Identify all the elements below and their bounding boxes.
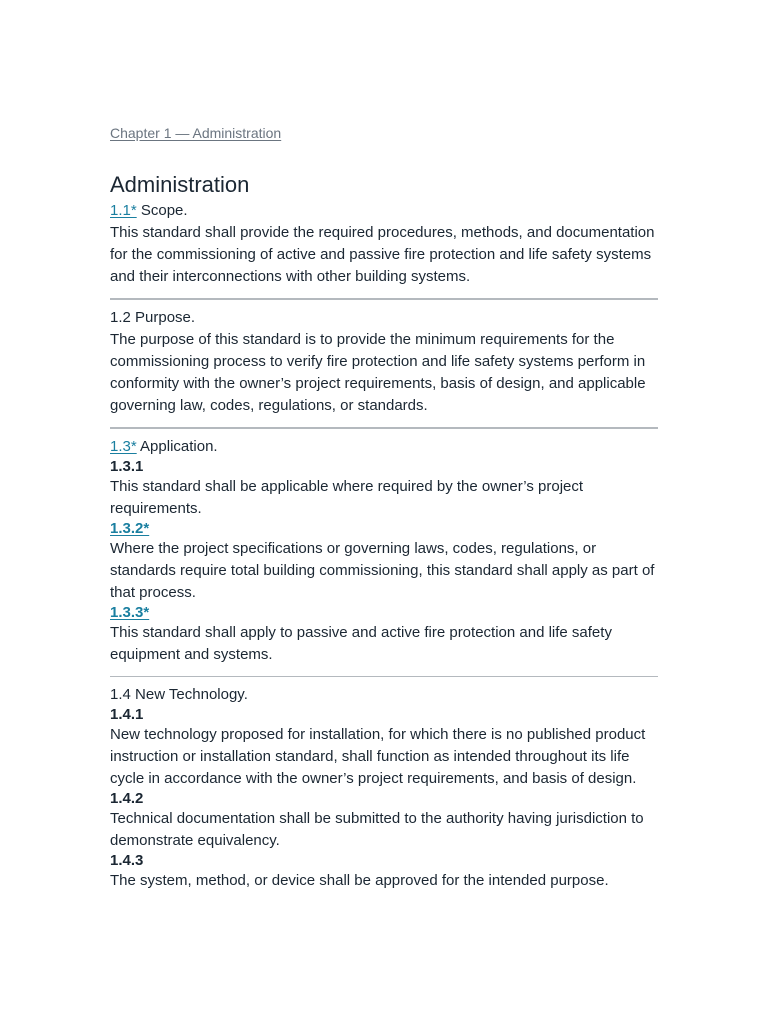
breadcrumb-chapter-link[interactable]: Chapter 1 — Administration <box>110 125 282 141</box>
section-heading-scope <box>110 200 658 222</box>
subsection-number-1-4-3: 1.4.3 <box>110 852 144 869</box>
section-divider <box>110 676 658 677</box>
subsection-text-1-3-1: This standard shall be applicable where required by the owner’s project requirements. <box>110 478 584 517</box>
subsection-text-1-4-3: The system, method, or device shall be approved for the intended purpose. <box>110 872 609 889</box>
subsection-text-1-3-3: This standard shall apply to passive and active fire protection and life safety equipment and systems. <box>110 624 612 663</box>
section-heading-new-technology: 1.4 New Technology. <box>110 686 248 703</box>
subsection-link-1-3-2[interactable]: 1.3.2* <box>110 520 150 537</box>
section-text-purpose: The purpose of this standard is to provide the minimum requirements for the commissioning process to verify fire protection and life safety systems perform in conformity with the owner’s project requirements, basis of design, and applicable governing law, codes, regulations, or standards. <box>110 331 646 414</box>
subsection-text-1-4-1: New technology proposed for installation, for which there is no published product instruction or installation standard, shall function as intended throughout its life cycle in accordance with the owner’s project requirements, and basis of design. <box>110 726 646 787</box>
section-scope <box>110 200 658 288</box>
subsection-number-1-3-1: 1.3.1 <box>110 458 144 475</box>
section-purpose <box>110 307 658 417</box>
section-heading-purpose: 1.2 Purpose. <box>110 309 196 326</box>
document-content <box>110 200 658 892</box>
section-link-1-3[interactable]: 1.3* <box>110 438 137 455</box>
section-divider <box>110 298 658 300</box>
section-application <box>110 436 658 666</box>
section-link-1-1[interactable]: 1.1* <box>110 202 137 219</box>
subsection-text-1-3-2: Where the project specifications or governing laws, codes, regulations, or standards require total building commissioning, this standard shall apply as part of that process. <box>110 540 655 601</box>
subsection-number-1-4-1: 1.4.1 <box>110 706 144 723</box>
subsection-number-wrapper-1-3-2 <box>110 520 658 538</box>
subsection-text-1-4-2: Technical documentation shall be submitted to the authority having jurisdiction to demonstrate equivalency. <box>110 810 644 849</box>
subsection-link-1-3-3[interactable]: 1.3.3* <box>110 604 150 621</box>
section-divider <box>110 427 658 429</box>
section-new-technology <box>110 684 658 892</box>
subsection-number-1-4-2: 1.4.2 <box>110 790 144 807</box>
chapter-title: Administration <box>110 172 250 197</box>
section-title-scope: Scope. <box>136 202 188 219</box>
section-heading-application <box>110 436 658 458</box>
section-text-scope: This standard shall provide the required procedures, methods, and documentation for the commissioning of active and passive fire protection and life safety systems and their interconnections with other building systems. <box>110 224 655 285</box>
subsection-number-wrapper-1-3-3 <box>110 604 658 622</box>
section-title-application: Application. <box>136 438 218 455</box>
